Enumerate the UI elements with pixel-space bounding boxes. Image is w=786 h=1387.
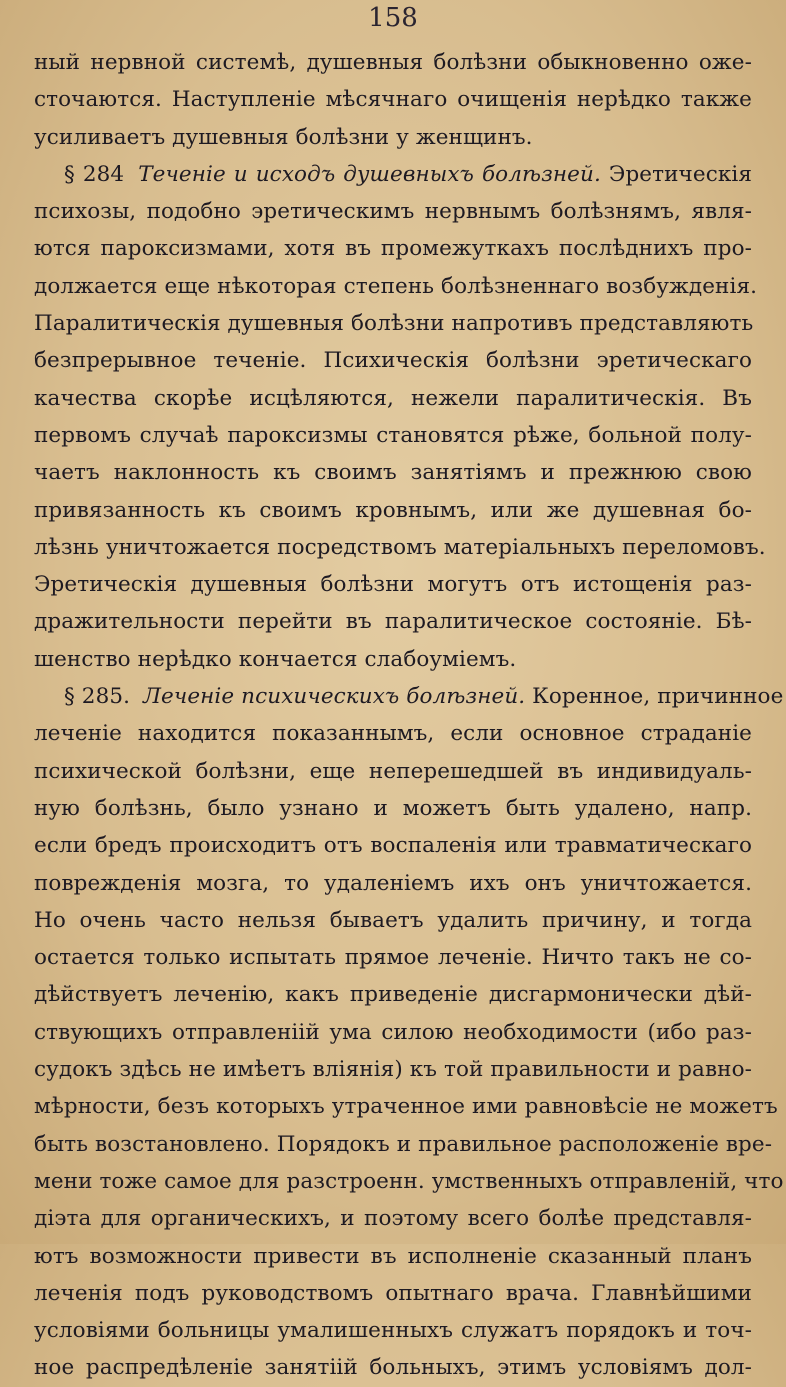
text-line: [34, 529, 766, 566]
line-text: привязанность къ своимъ кровнымъ, или же душевная бо-: [34, 497, 752, 523]
line-text: ный нервной системѣ, душевныя болѣзни обыкновенно оже-: [34, 50, 752, 75]
line-text: качества скорѣе исцѣляются, нежели паралитическія. Въ: [34, 385, 752, 411]
line-text: леченіе находится показаннымъ, если основное страданіе: [34, 721, 752, 747]
line-text: безпрерывное теченіе. Психическія болѣзни эретическаго: [34, 348, 752, 374]
line-text: леченія подъ руководствомъ опытнаго врача. Главнѣйшими: [34, 1280, 752, 1306]
line-text: усиливаетъ душевныя болѣзни у женщинъ.: [34, 124, 533, 150]
text-line: [34, 1349, 752, 1386]
line-text: ствующихъ отправленіій ума силою необходимости (ибо раз-: [34, 1019, 752, 1045]
line-text: Но очень часто нельзя бываетъ удалить причину, и тогда: [34, 907, 752, 933]
text-line: [34, 641, 752, 678]
text-line: [34, 417, 752, 454]
line-text: ную болѣзнь, было узнано и можетъ быть удалено, напр.: [34, 795, 752, 821]
text-line: [34, 865, 752, 902]
line-text: первомъ случаѣ пароксизмы становятся рѣже, больной полу-: [34, 422, 752, 448]
line-text: шенство нерѣдко кончается слабоуміемъ.: [34, 646, 517, 672]
text-line: [34, 44, 752, 81]
section-title: Теченіе и исходъ душевныхъ болѣзней.: [138, 161, 601, 187]
line-text: сточаются. Наступленіе мѣсячнаго очищенія нерѣдко также: [34, 87, 752, 113]
line-text: ное распредѣленіе занятіій больныхъ, этимъ условіямъ дол-: [34, 1355, 752, 1381]
text-line: [34, 1163, 784, 1200]
line-text: Эретическія: [608, 161, 753, 187]
text-line: [34, 566, 752, 603]
text-line: [34, 753, 752, 790]
text-line: [34, 715, 752, 752]
line-text: поврежденія мозга, то удаленіемъ ихъ онъ уничтожается.: [34, 870, 752, 896]
line-text: судокъ здѣсь не имѣетъ вліянія) къ той правильности и равно-: [34, 1057, 752, 1083]
text-line: [34, 305, 752, 342]
text-line: [34, 1051, 752, 1088]
section-heading-line: [34, 156, 752, 193]
line-text: психической болѣзни, еще неперешедшей въ индивидуаль-: [34, 758, 752, 784]
text-line: [34, 1238, 752, 1275]
text-line: [34, 193, 752, 230]
text-line: [34, 1126, 773, 1163]
section-number: § 285.: [64, 684, 131, 710]
line-text: должается еще нѣкоторая степень болѣзненнаго возбужденія.: [34, 273, 758, 299]
line-text: остается только испытать прямое леченіе. Ничто такъ не со-: [34, 945, 752, 971]
text-line: [34, 1275, 752, 1312]
text-line: [34, 492, 752, 529]
line-text: ются пароксизмами, хотя въ промежуткахъ послѣднихъ про-: [34, 236, 752, 262]
line-text: лѣзнь уничтожается посредствомъ матеріальныхъ переломовъ.: [34, 534, 766, 560]
line-text: Эретическія душевныя болѣзни могутъ отъ истощенія раз-: [34, 572, 752, 598]
text-line: [34, 81, 752, 118]
section-title: Леченіе психическихъ болѣзней.: [143, 684, 526, 710]
section-number: § 284: [64, 161, 125, 187]
body-text: [34, 44, 784, 1387]
line-text: діэта для органическихъ, и поэтому всего болѣе представля-: [34, 1206, 752, 1232]
text-line: [34, 790, 752, 827]
text-line: [34, 1200, 752, 1237]
line-text: чаетъ наклонность къ своимъ занятіямъ и прежнюю свою: [34, 460, 752, 486]
text-line: [34, 976, 752, 1013]
line-text: если бредъ происходитъ отъ воспаленія или травматическаго: [34, 833, 752, 859]
section-heading-line: [34, 678, 784, 715]
text-line: [34, 827, 752, 864]
text-line: [34, 939, 752, 976]
page-number: 158: [368, 3, 418, 33]
text-line: [34, 902, 752, 939]
text-line: [34, 1014, 752, 1051]
line-text: мѣрности, безъ которыхъ утраченное ими равновѣсіе не можетъ: [34, 1094, 778, 1120]
text-line: [34, 268, 758, 305]
text-line: [34, 454, 752, 491]
text-line: [34, 380, 752, 417]
line-text: Паралитическія душевныя болѣзни напротивъ представляють: [34, 311, 754, 337]
line-text: мени тоже самое для разстроенн. умственныхъ отправленій, что: [34, 1168, 784, 1194]
line-text: быть возстановлено. Порядокъ и правильное расположеніе вре-: [34, 1131, 773, 1157]
line-text: дѣйствуетъ леченію, какъ приведеніе дисгармонически дѣй-: [34, 982, 752, 1008]
line-text: психозы, подобно эретическимъ нервнымъ болѣзнямъ, явля-: [34, 199, 752, 225]
text-line: [34, 119, 752, 156]
text-line: [34, 1088, 778, 1125]
text-line: [34, 603, 752, 640]
line-text: ютъ возможности привести въ исполненіе сказанный планъ: [34, 1243, 752, 1269]
line-text: Коренное, причинное: [532, 684, 784, 710]
text-line: [34, 342, 752, 379]
text-line: [34, 1312, 752, 1349]
text-line: [34, 230, 752, 267]
line-text: условіями больницы умалишенныхъ служатъ порядокъ и точ-: [34, 1318, 752, 1344]
line-text: дражительности перейти въ паралитическое состояніе. Бѣ-: [34, 609, 752, 635]
